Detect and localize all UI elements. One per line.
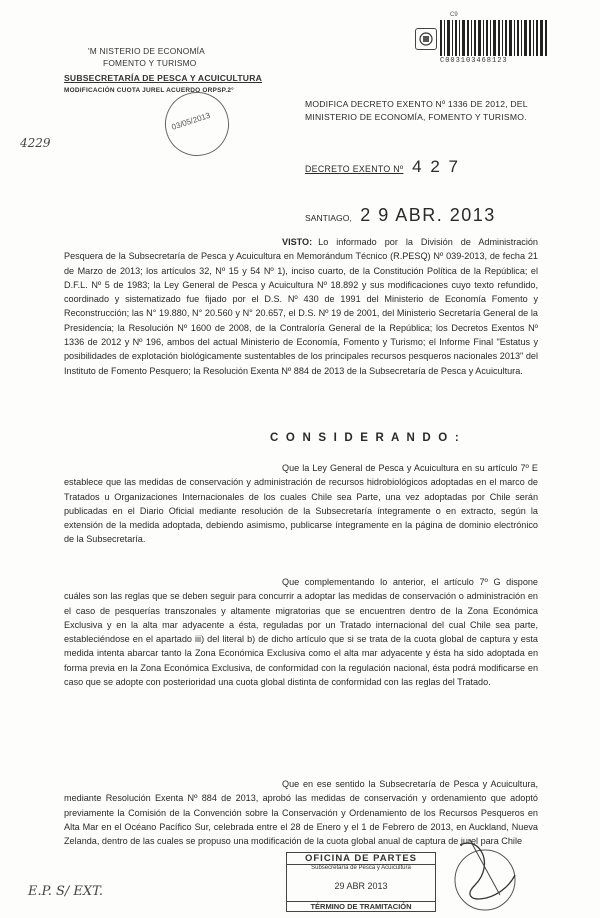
document-subject: MODIFICACIÓN CUOTA JUREL ACUERDO ORPSP.2° <box>64 87 234 94</box>
round-stamp-date: 03/05/2013 <box>170 110 212 132</box>
decree-number: 4 2 7 <box>412 157 460 176</box>
city-label: SANTIAGO, <box>305 213 352 223</box>
visto-text: Lo informado por la División de Administración Pesquera de la Subsecretaría de Pesca y Acuicultura en Memorándum Técnico (R.PESQ) Nº 039-2013, de fecha 21 de Marzo de 2013; los artículos 32, Nº 15 y 54 Nº 1), inciso cuarto, de la Constitución Política de la República; el D.F.L. Nº 5 de 1983; la Ley General de Pesca y Acuicultura Nº 18.892 y sus modificaciones cuyo texto refundido, coordinado y sistematizado fue fijado por el D.S. Nº 430 de 1991 del Ministerio de Economía Fomento y Reconstrucción; las N° 19.880, N° 20.560 y N° 20.657, el D.S. Nº 19 de 2001, del Ministerio Secretaría General de la Presidencia; la Resolución Nº 1600 de 2008, de la Contraloría General de la República; los Decretos Exentos Nº 1336 de 2012 y Nº 196, ambos del actual Ministerio de Economía, Fomento y Turismo; el Informe Final "Estatus y posibilidades de explotación biológicamente sustentables de los principales recursos pesqueros nacionales 2013" del Instituto de Fomento Pesquero; la Resolución Exenta Nº 884 de 2013 de la Subsecretaría de Pesca y Acuicultura. <box>64 237 538 376</box>
subsecretaria-name: SUBSECRETARÍA DE PESCA Y ACUICULTURA <box>64 73 263 83</box>
considerando-heading: C O N S I D E R A N D O : <box>270 432 461 444</box>
round-reception-stamp <box>157 84 238 165</box>
ministry-name-line1: 'M NISTERIO DE ECONOMÍA <box>88 46 205 56</box>
oficina-de-partes-stamp <box>286 852 436 912</box>
visto-paragraph <box>64 235 538 378</box>
decree-label: DECRETO EXENTO Nº <box>305 164 404 174</box>
stamp-footer: TÉRMINO DE TRAMITACIÓN <box>287 901 435 911</box>
paragraph-3-text: Acuicultura, mediante Resolución Exenta Nº 884 de 2013, aprobó las medidas de conservación y ordenamiento que adoptó previamente la Comisión de la Convención sobre la Conservación y Ordenamiento de los Recursos Pesqueros en Alta Mar en el Océano Pacífico Sur, celebrada entre el 28 de Enero y el 1 de Febrero de 2013, en Auckland, Nueva Zelanda, dentro de las cuales se propuso una modificación de la cuota global anual de captura de jurel para Chile <box>64 779 538 847</box>
paragraph-2-lead: Que complementando lo anterior, el artículo 7º G dispone <box>282 577 538 587</box>
barcode-small-label: C9 <box>450 12 458 18</box>
barcode-number: C003103468123 <box>440 57 508 65</box>
date-line <box>305 205 496 226</box>
paragraph-1-text: E establece que las medidas de conservación y administración de recursos hidrobiológicos adoptadas en el marco de Tratados u Organizaciones Internacionales de los cuales Chile sea Parte, una vez adoptadas por Chile serán publicadas en el Diario Oficial mediante resolución de la Subsecretaría íntegramente o en extracto, según la extensión de la medida adoptada, debiendo asimismo, publicarse íntegramente en la página de dominio electrónico de la Subsecretaría. <box>64 463 538 545</box>
considerando-paragraph-1 <box>64 461 538 547</box>
seal-icon <box>416 29 436 49</box>
decree-date: 2 9 ABR. 2013 <box>360 205 496 225</box>
paragraph-3-lead: Que en ese sentido la Subsecretaría de Pesca y <box>282 779 488 789</box>
official-signature-seal <box>440 825 530 915</box>
stamp-title: OFICINA DE PARTES <box>287 853 435 865</box>
considerando-paragraph-2 <box>64 575 538 689</box>
decree-number-line <box>305 157 460 177</box>
stamp-date: 29 ABR 2013 <box>334 881 388 891</box>
handwritten-note: E.P. S/ EXT. <box>28 884 104 899</box>
stamp-subtitle: Subsecretaría de Pesca y Acuicultura <box>311 865 411 871</box>
margin-handwritten-number: 4229 <box>20 136 51 150</box>
ministry-name-line2: FOMENTO Y TURISMO <box>103 58 197 68</box>
paragraph-1-lead: Que la Ley General de Pesca y Acuicultura en su artículo 7º <box>282 463 529 473</box>
seal-logo <box>415 28 437 50</box>
paragraph-2-text: cuáles son las reglas que se deben seguir para concurrir a adoptar las medidas de conservación o administración en el caso de pesquerías transzonales y altamente migratorias que se encuentren dentro de la Zona Económica Exclusiva y en la alta mar adyacente a ésta, reguladas por un Tratado internacional del cual Chile sea parte, estableciéndose en el apartado iii) del literal b) de dicho artículo que si se trata de la cuota global de captura y esta medida intenta abarcar tanto la Zona Económica Exclusiva como el alta mar adyacente y ésta ha sido adoptada en forma previa en la Zona Económica Exclusiva, de conformidad con la regulación nacional, ésta podrá modificarse en caso que se adopte con posterioridad una cuota global distinta de conformidad con las reglas del Tratado. <box>64 591 538 688</box>
decree-reference: MODIFICA DECRETO EXENTO Nº 1336 DE 2012, DEL MINISTERIO DE ECONOMÍA, FOMENTO Y TURISMO. <box>305 99 528 122</box>
barcode <box>440 20 550 56</box>
visto-keyword: VISTO: <box>282 237 313 247</box>
